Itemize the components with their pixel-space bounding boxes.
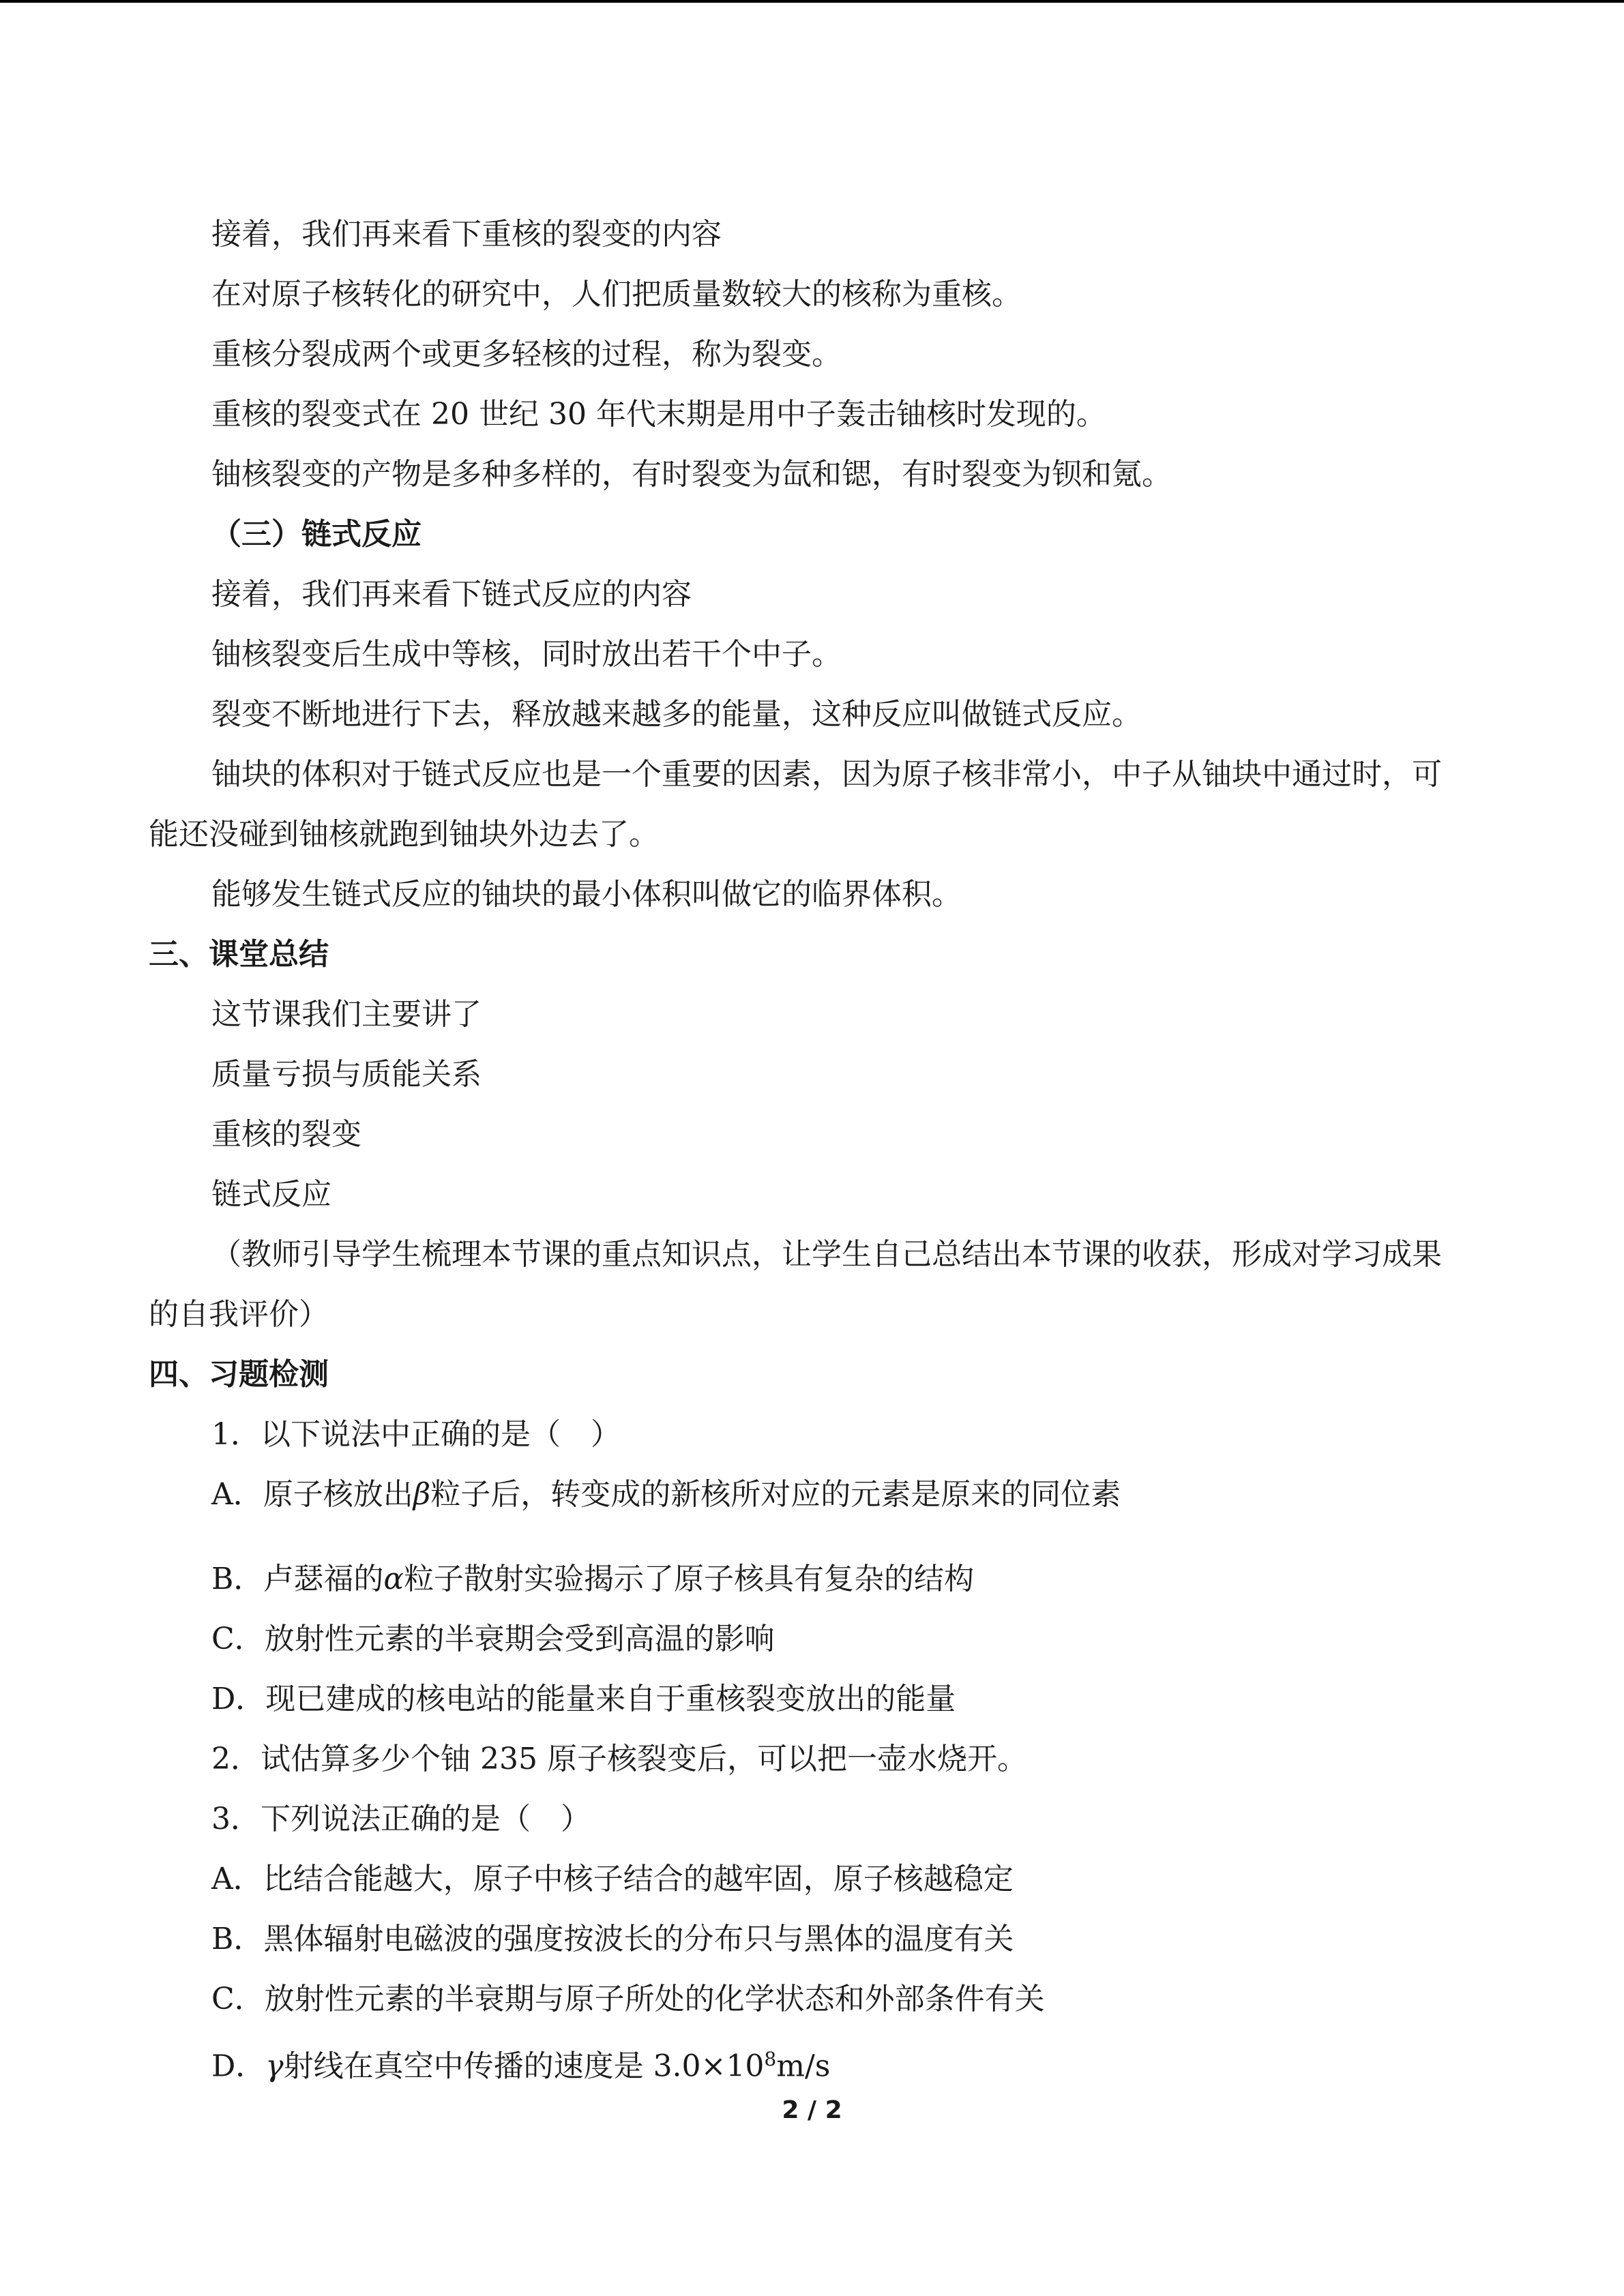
summary-item: 链式反应	[211, 1177, 331, 1212]
paragraph: 接着，我们再来看下重核的裂变的内容	[211, 217, 722, 252]
option-text: m/s	[776, 2048, 831, 2084]
summary-item: 这节课我们主要讲了	[211, 997, 482, 1032]
option-text: A．原子核放出	[211, 1477, 413, 1512]
paragraph: 铀核裂变后生成中等核，同时放出若干个中子。	[211, 637, 842, 672]
option-text: D．	[211, 2048, 266, 2084]
question-3-option-d	[149, 2029, 1458, 2097]
top-border-line	[0, 0, 1624, 3]
paragraph: 铀块的体积对于链式反应也是一个重要的因素，因为原子核非常小，中子从铀块中通过时，可能还没碰到铀核就跑到铀块外边去了。	[149, 757, 1442, 852]
paragraph: 重核的裂变式在 20 世纪 30 年代末期是用中子轰击铀核时发现的。	[211, 397, 1106, 432]
alpha-symbol: α	[383, 1562, 404, 1596]
section-heading-summary: 三、课堂总结	[149, 937, 329, 972]
summary-note: （教师引导学生梳理本节课的重点知识点，让学生自己总结出本节课的收获，形成对学习成果的自我评价）	[149, 1237, 1442, 1332]
paragraph: 重核分裂成两个或更多轻核的过程，称为裂变。	[211, 337, 842, 372]
question-3-option-b: B．黑体辐射电磁波的强度按波长的分布只与黑体的温度有关	[211, 1922, 1014, 1956]
option-text: 粒子散射实验揭示了原子核具有复杂的结构	[404, 1562, 975, 1596]
subsection-heading-chain-reaction: （三）链式反应	[211, 517, 422, 552]
question-1-option-c: C．放射性元素的半衰期会受到高温的影响	[211, 1622, 775, 1656]
paragraph: 接着，我们再来看下链式反应的内容	[211, 577, 692, 612]
summary-item: 重核的裂变	[211, 1117, 361, 1152]
question-3: 3．下列说法正确的是（ ）	[211, 1802, 591, 1836]
question-2: 2．试估算多少个铀 235 原子核裂变后，可以把一壶水烧开。	[211, 1742, 1027, 1776]
option-text: 粒子后，转变成的新核所对应的元素是原来的同位素	[430, 1477, 1121, 1512]
section-heading-exercises: 四、习题检测	[149, 1357, 329, 1392]
gamma-symbol: γ	[265, 2048, 284, 2084]
document-page	[149, 205, 1458, 2097]
paragraph: 能够发生链式反应的铀块的最小体积叫做它的临界体积。	[211, 877, 962, 912]
question-1-option-d: D．现已建成的核电站的能量来自于重核裂变放出的能量	[211, 1682, 956, 1716]
question-3-option-c: C．放射性元素的半衰期与原子所处的化学状态和外部条件有关	[211, 1982, 1045, 2016]
question-1-option-a	[149, 1465, 1458, 1525]
question-3-option-a: A．比结合能越大，原子中核子结合的越牢固，原子核越稳定	[211, 1862, 1014, 1896]
question-1-option-b	[149, 1549, 1458, 1609]
beta-symbol: β	[413, 1477, 431, 1512]
question-1: 1．以下说法中正确的是（ ）	[211, 1417, 621, 1452]
paragraph: 铀核裂变的产物是多种多样的，有时裂变为氙和锶，有时裂变为钡和氪。	[211, 457, 1172, 492]
page-number: 2 / 2	[782, 2096, 842, 2124]
summary-item: 质量亏损与质能关系	[211, 1057, 482, 1092]
option-text: B．卢瑟福的	[211, 1562, 384, 1596]
paragraph: 裂变不断地进行下去，释放越来越多的能量，这种反应叫做链式反应。	[211, 697, 1142, 732]
option-text: 射线在真空中传播的速度是 3.0×10	[283, 2048, 765, 2084]
exponent: 8	[764, 2048, 777, 2070]
paragraph: 在对原子核转化的研究中，人们把质量数较大的核称为重核。	[211, 277, 1022, 312]
